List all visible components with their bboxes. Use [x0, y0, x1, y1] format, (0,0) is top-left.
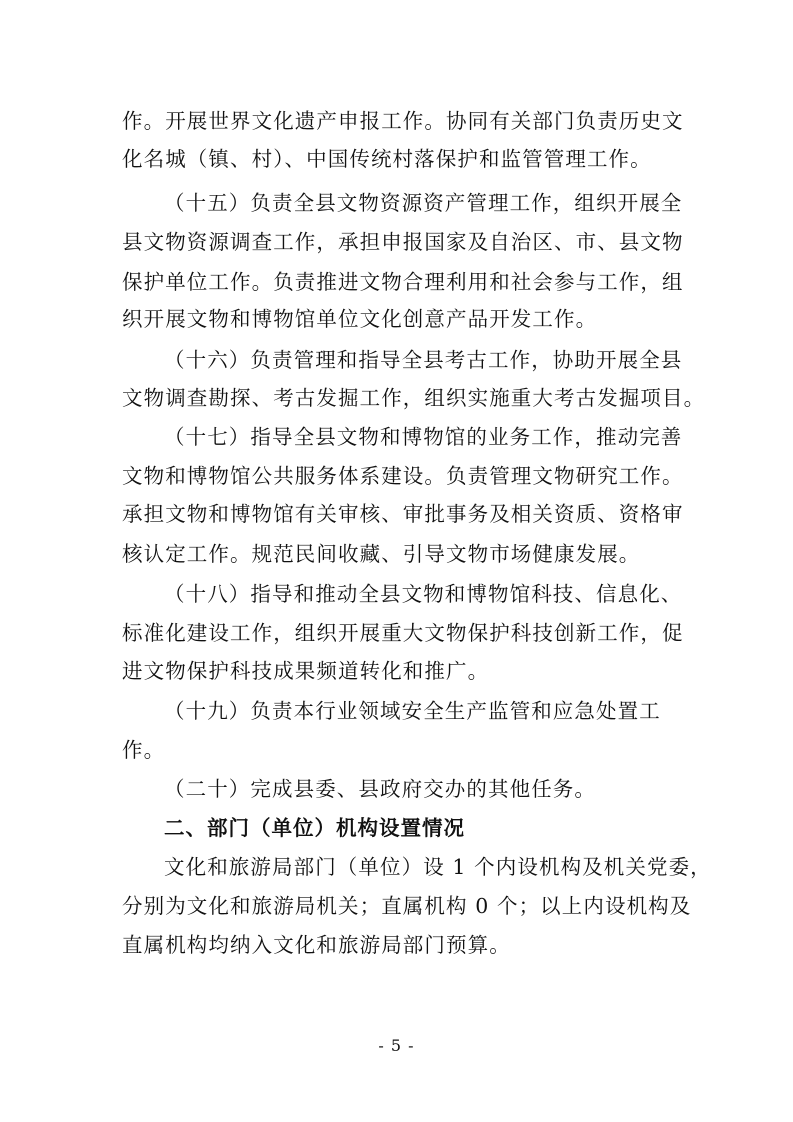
text-line: 核认定工作。规范民间收藏、引导文物市场健康发展。 — [122, 542, 641, 566]
text-line: 文化和旅游局部门（单位）设 1 个内设机构及机关党委， — [164, 855, 712, 879]
text-line: 县文物资源调查工作，承担申报国家及自治区、市、县文物 — [122, 230, 684, 254]
text-line: 保护单位工作。负责推进文物合理利用和社会参与工作，组 — [122, 270, 684, 294]
section-heading: 二、部门（单位）机构设置情况 — [164, 816, 465, 840]
text-line: （十五）负责全县文物资源资产管理工作，组织开展全 — [164, 191, 683, 215]
text-line: （十八）指导和推动全县文物和博物馆科技、信息化、 — [164, 582, 683, 606]
text-line: 文物和博物馆公共服务体系建设。负责管理文物研究工作。 — [122, 464, 684, 488]
text-line: （十九）负责本行业领域安全生产监管和应急处置工 — [164, 699, 661, 723]
text-line: （十七）指导全县文物和博物馆的业务工作，推动完善 — [164, 425, 683, 449]
text-line: （十六）负责管理和指导全县考古工作，协助开展全县 — [164, 348, 683, 372]
text-line: 作。 — [122, 738, 166, 762]
page-number: - 5 - — [378, 1036, 415, 1055]
text-line: 分别为文化和旅游局机关；直属机构 0 个；以上内设机构及 — [122, 894, 692, 918]
text-line: 化名城（镇、村）、中国传统村落保护和监管管理工作。 — [122, 147, 652, 171]
text-line: 文物调查勘探、考古发掘工作，组织实施重大考古发掘项目。 — [122, 386, 706, 410]
text-line: 承担文物和博物馆有关审核、审批事务及相关资质、资格审 — [122, 502, 684, 526]
text-line: （二十）完成县委、县政府交办的其他任务。 — [164, 777, 596, 801]
text-line: 织开展文物和博物馆单位文化创意产品开发工作。 — [122, 307, 598, 331]
text-line: 作。开展世界文化遗产申报工作。协同有关部门负责历史文 — [122, 109, 684, 133]
text-line: 直属机构均纳入文化和旅游局部门预算。 — [122, 933, 511, 957]
text-line: 进文物保护科技成果频道转化和推广。 — [122, 659, 490, 683]
text-line: 标准化建设工作，组织开展重大文物保护科技创新工作，促 — [122, 621, 684, 645]
